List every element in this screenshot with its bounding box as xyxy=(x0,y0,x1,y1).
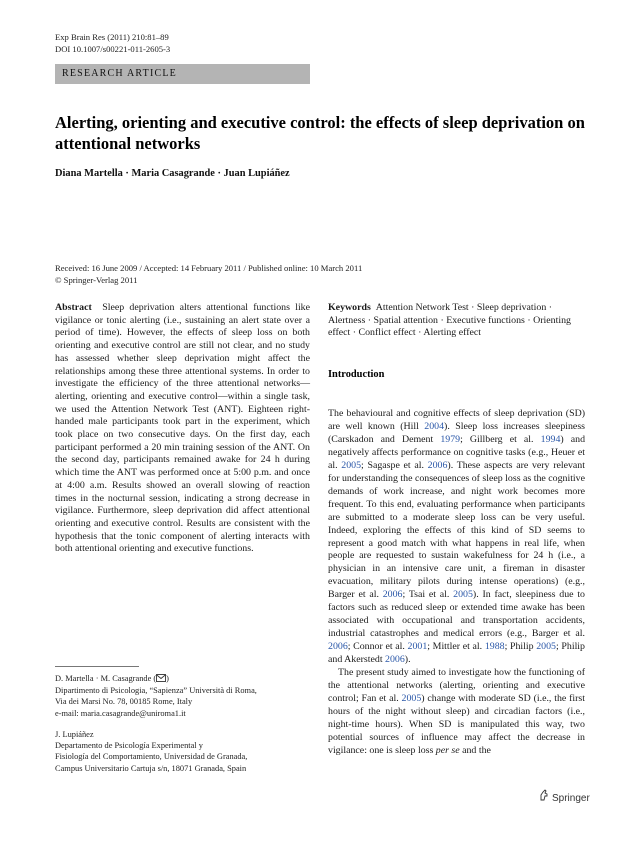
keywords-block xyxy=(328,302,585,340)
publisher-name: Springer xyxy=(552,793,590,804)
journal-line: Exp Brain Res (2011) 210:81–89 xyxy=(55,32,169,42)
text-run: ). xyxy=(404,654,411,666)
text-run: The present study aimed to investigate how the functioning of the attentional networks (alerting, orienting and executive control; Fan et al. xyxy=(328,667,585,704)
article-type-label: RESEARCH ARTICLE xyxy=(62,68,177,79)
footnote-divider xyxy=(55,666,139,667)
journal-citation xyxy=(55,31,170,55)
affiliation-text: ) xyxy=(166,674,169,683)
text-run: ) and negatively affects performance on cognitive tasks (e.g., Heuer et al. xyxy=(328,433,586,471)
text-run: ; Philip xyxy=(504,641,537,653)
citation-link[interactable]: 2006 xyxy=(427,459,448,471)
text-run: ). These aspects are very relevant for understanding the consequences of sleep loss as the cognitive demands of work increase, and night work becomes more frequent. To this end, evaluating performance when participants are submitted to a moderate sleep loss can be very useful. Indeed, exploring the effects of this kind of SD seems to represent a good match with what happens in real life, when people are requested to sustain wakefulness for 24 h (i.e., a physician in an intensive care unit, a fireman in disaster evacuation, military pilots during intense operations) (e.g., Barger et al. xyxy=(328,459,585,601)
citation-link[interactable]: 1979 xyxy=(440,433,461,445)
article-type-banner xyxy=(55,64,310,84)
affiliation-line: Departamento de Psicología Experimental y xyxy=(55,741,203,751)
affiliation-2 xyxy=(55,729,247,774)
emphasis: per se xyxy=(435,744,460,756)
citation-link[interactable]: 1994 xyxy=(540,433,561,445)
citation-link[interactable]: 2006 xyxy=(385,654,405,666)
email-link[interactable]: e-mail: maria.casagrande@uniroma1.it xyxy=(55,708,186,718)
affiliation-line: Fisiología del Comportamiento, Universidad de Granada, xyxy=(55,752,248,762)
springer-horse-icon xyxy=(539,789,549,804)
text-run: ; Tsai et al. xyxy=(402,589,454,601)
text-run: ; Philip and Akerstedt xyxy=(328,641,585,666)
affiliation-line: Dipartimento di Psicologia, “Sapienza” Università di Roma, xyxy=(55,686,257,696)
doi-line[interactable]: DOI 10.1007/s00221-011-2605-3 xyxy=(55,44,171,54)
citation-link[interactable]: 2005 xyxy=(536,641,556,653)
envelope-icon[interactable] xyxy=(156,674,166,685)
affiliation-author: J. Lupiáñez xyxy=(55,730,94,739)
text-run: and the xyxy=(459,744,491,756)
text-run: ; Gillberg et al. xyxy=(460,433,541,445)
text-run: ) change with moderate SD (i.e., the first hours of the night without sleep) and circadian factors (i.e., night-time hours). When SD is manipulated this way, two potential sources of influence may affect the decrease in vigilance: one is sleep loss xyxy=(328,692,586,756)
publisher-mark xyxy=(539,789,590,804)
text-run: ). In fact, sleepiness due to factors such as reduced sleep or extended time awake has been associated with occupational and transportation accidents, industrial catastrophes and medical errors (e.g., Barger et al. xyxy=(328,589,585,640)
citation-link[interactable]: 2005 xyxy=(453,589,473,601)
affiliation-1 xyxy=(55,673,257,719)
citation-link[interactable]: 2006 xyxy=(328,641,348,653)
article-title: Alerting, orienting and executive control: the effects of sleep deprivation on attentional networks xyxy=(55,113,585,153)
dates-line: Received: 16 June 2009 / Accepted: 14 February 2011 / Published online: 10 March 2011 xyxy=(55,263,363,273)
abstract-label: Abstract xyxy=(55,302,92,313)
text-run: The behavioural and cognitive effects of sleep deprivation (SD) are well known (Hill xyxy=(328,408,585,432)
keywords-text: Attention Network Test · Sleep deprivation · Alertness · Spatial attention · Executive functions · Orienting effect · Conflict effect · Alerting effect xyxy=(328,302,571,339)
citation-link[interactable]: 2005 xyxy=(341,459,362,471)
publication-history xyxy=(55,263,362,286)
citation-link[interactable]: 2001 xyxy=(407,641,428,653)
affiliation-authors xyxy=(55,673,257,685)
citation-link[interactable]: 2006 xyxy=(382,589,403,601)
affiliation-line: Campus Universitario Cartuja s/n, 18071 Granada, Spain xyxy=(55,763,247,773)
citation-link[interactable]: 2004 xyxy=(424,420,445,432)
copyright-line: © Springer-Verlag 2011 xyxy=(55,274,138,285)
text-run: ). Sleep loss increases sleepiness (Carskadon and Dement xyxy=(328,420,586,445)
text-run: ; Connor et al. xyxy=(347,641,408,653)
keywords-label: Keywords xyxy=(328,302,371,313)
text-run: ; Mittler et al. xyxy=(427,641,485,653)
abstract-text: Sleep deprivation alters attentional functions like vigilance or tonic alerting (i.e., sustaining an alert state over a period of time). However, the effects of sleep loss on both orienting and executive control are still not clear, and no study has assessed whether sleep deprivation might affect the relationships among these three attentional systems. In order to investigate the efficiency of the three attentional networks—alerting, orienting and executive control—within a single task, we used the Attention Network Test (ANT). Eighteen right-handed male participants took part in the experiment, which took place on two consecutive days. On the first day, each participant performed a 20 min training session of the ANT. On the second day, participants remained awake for 24 h during which time the ANT was performed once at 5:00 p.m. and once at 4:00 a.m. Results showed an overall slowing of reaction times in the nocturnal session, indicating a strong decrease in vigilance. Furthermore, sleep deprivation did affect attentional orienting and executive control. Results are consistent with the hypothesis that the tonic component of alerting interacts with both attentional orienting and executive functions. xyxy=(55,302,311,555)
intro-paragraph-2 xyxy=(328,667,585,758)
author-list: Diana Martella · Maria Casagrande · Juan Lupiáñez xyxy=(55,168,290,179)
introduction-heading: Introduction xyxy=(328,369,385,380)
intro-paragraph-1 xyxy=(328,408,585,667)
affiliation-text: D. Martella · M. Casagrande ( xyxy=(55,674,157,683)
text-run: ; Sagaspe et al. xyxy=(361,459,428,471)
citation-link[interactable]: 2005 xyxy=(401,692,422,704)
abstract-block xyxy=(55,302,310,556)
introduction-body xyxy=(328,408,585,758)
citation-link[interactable]: 1988 xyxy=(484,641,505,653)
affiliation-line: Via dei Marsi No. 78, 00185 Rome, Italy xyxy=(55,697,193,707)
